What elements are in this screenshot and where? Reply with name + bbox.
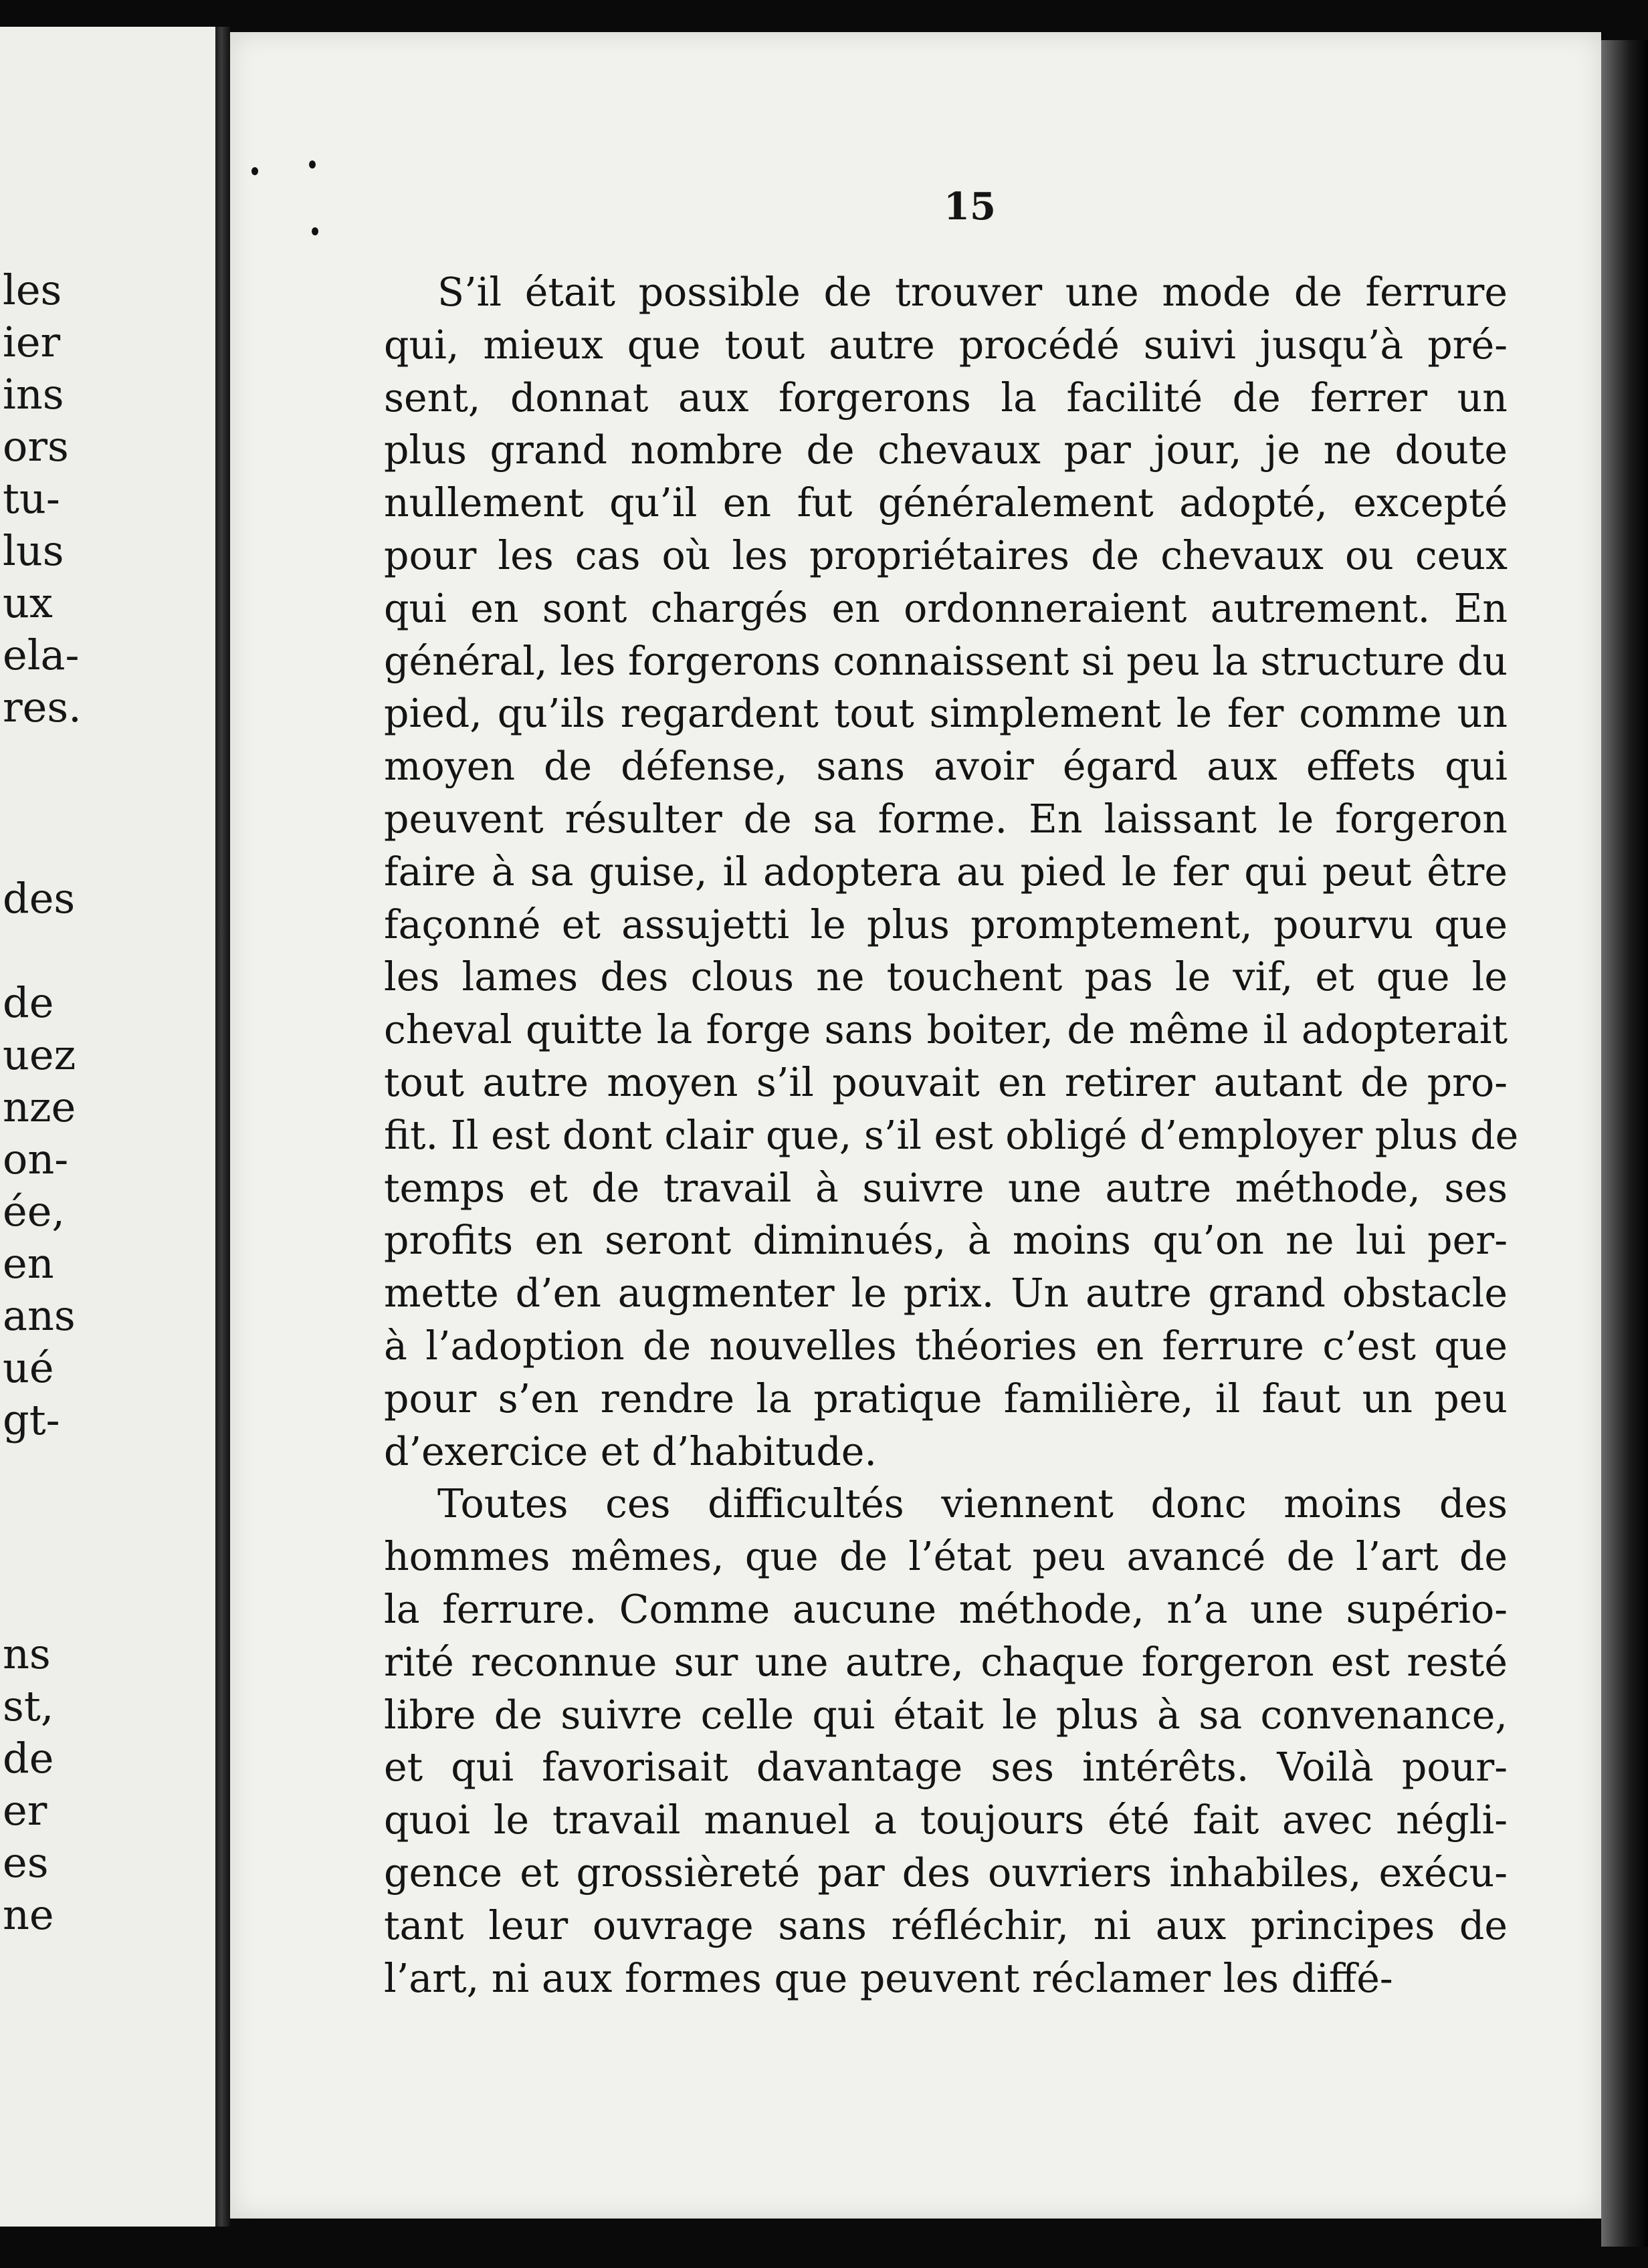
text-line: tout autre moyen s’il pouvait en retirer autant de pro- [384,1059,1508,1105]
text-line: à l’adoption de nouvelles théories en ferrure c’est que [384,1323,1508,1369]
left-page-line-fragment: lus [3,526,64,575]
text-line: qui en sont chargés en ordonneraient autrement. En [384,585,1508,631]
left-page-line-fragment: des [3,874,76,923]
text-line: libre de suivre celle qui était le plus à sa convenance, [384,1692,1508,1738]
left-page-text-middle [0,873,221,1446]
text-line: tant leur ouvrage sans réfléchir, ni aux principes de [384,1902,1508,1948]
left-page-line-fragment: ela- [3,631,80,679]
text-line: général, les forgerons connaissent si peu la structure du [384,638,1508,684]
left-page-text-bottom [0,1628,221,1941]
left-page-line-fragment: les [3,265,62,314]
left-page-line-fragment: ier [3,318,61,366]
text-line: quoi le travail manuel a toujours été fait avec négli- [384,1797,1508,1843]
text-line: l’art, ni aux formes que peuvent réclamer les diffé- [384,1955,1393,2001]
left-page-line-fragment: en [3,1239,54,1288]
left-page-line-fragment: on- [3,1135,69,1183]
left-page-line-fragment: ux [3,578,53,627]
ink-speck [312,227,318,235]
text-line: les lames des clous ne touchent pas le vif, et que le [384,954,1508,1000]
text-line: fit. Il est dont clair que, s’il est obligé d’employer plus de [384,1112,1519,1158]
left-page-line-fragment: de [3,1734,54,1783]
page-body-text [384,266,1519,2005]
left-page-fragment [0,27,221,2227]
text-line: faire à sa guise, il adoptera au pied le fer qui peut être [384,848,1508,895]
book-gutter [215,27,230,2227]
text-line: gence et grossièreté par des ouvriers inhabiles, exécu- [384,1849,1508,1896]
text-line: pour s’en rendre la pratique familière, il faut un peu [384,1375,1508,1422]
text-line: et qui favorisait davantage ses intérêts. Voilà pour- [384,1744,1508,1791]
left-page-line-fragment: es [3,1838,49,1887]
left-page-line-fragment: uez [3,1030,76,1079]
left-page-text-top [0,264,221,733]
left-page-line-fragment: ué [3,1343,54,1392]
left-page-line-fragment: er [3,1786,47,1835]
left-page-line-fragment: ans [3,1291,76,1340]
text-line: rité reconnue sur une autre, chaque forgeron est resté [384,1639,1508,1685]
page-number: 15 [944,185,996,229]
left-page-line-fragment: ne [3,1890,54,1939]
text-line: d’exercice et d’habitude. [384,1428,878,1474]
text-line: Toutes ces difficultés viennent donc moins des [437,1481,1508,1527]
left-page-line-fragment: nze [3,1083,76,1131]
left-page-line-fragment: tu- [3,474,60,523]
left-page-line-fragment: res. [3,683,82,731]
left-page-line-fragment: de [3,978,54,1027]
ink-speck [251,167,258,175]
text-line: moyen de défense, sans avoir égard aux effets qui [384,744,1508,790]
left-page-line-fragment: ée, [3,1187,66,1236]
text-line: peuvent résulter de sa forme. En laissant le forgeron [384,796,1508,842]
page-edge-shadow [1601,40,1648,2247]
ink-speck [309,160,316,168]
text-line: S’il était possible de trouver une mode de ferrure [437,269,1508,315]
text-line: hommes mêmes, que de l’état peu avancé de l’art de [384,1534,1508,1580]
text-line: la ferrure. Comme aucune méthode, n’a une supério- [384,1586,1508,1632]
text-line: façonné et assujetti le plus promptement, pourvu que [384,901,1508,947]
text-line: plus grand nombre de chevaux par jour, je ne doute [384,427,1508,473]
left-page-line-fragment: st, [3,1682,54,1730]
text-line: mette d’en augmenter le prix. Un autre grand obstacle [384,1270,1508,1317]
text-line: cheval quitte la forge sans boiter, de même il adopterait [384,1007,1508,1053]
text-line: qui, mieux que tout autre procédé suivi jusqu’à pré- [384,322,1508,368]
left-page-line-fragment: ns [3,1629,51,1678]
left-page-line-fragment: gt- [3,1395,60,1444]
text-line: temps et de travail à suivre une autre méthode, ses [384,1165,1508,1211]
left-page-line-fragment: ors [3,422,69,471]
text-line: sent, donnat aux forgerons la facilité de ferrer un [384,374,1508,421]
left-page-line-fragment: ins [3,370,64,419]
left-page-line-fragment [0,925,221,977]
text-line: nullement qu’il en fut généralement adopté, excepté [384,480,1508,526]
text-line: pour les cas où les propriétaires de chevaux ou ceux [384,532,1508,578]
text-line: profits en seront diminués, à moins qu’on ne lui per- [384,1218,1508,1264]
text-line: pied, qu’ils regardent tout simplement le fer comme un [384,691,1508,737]
